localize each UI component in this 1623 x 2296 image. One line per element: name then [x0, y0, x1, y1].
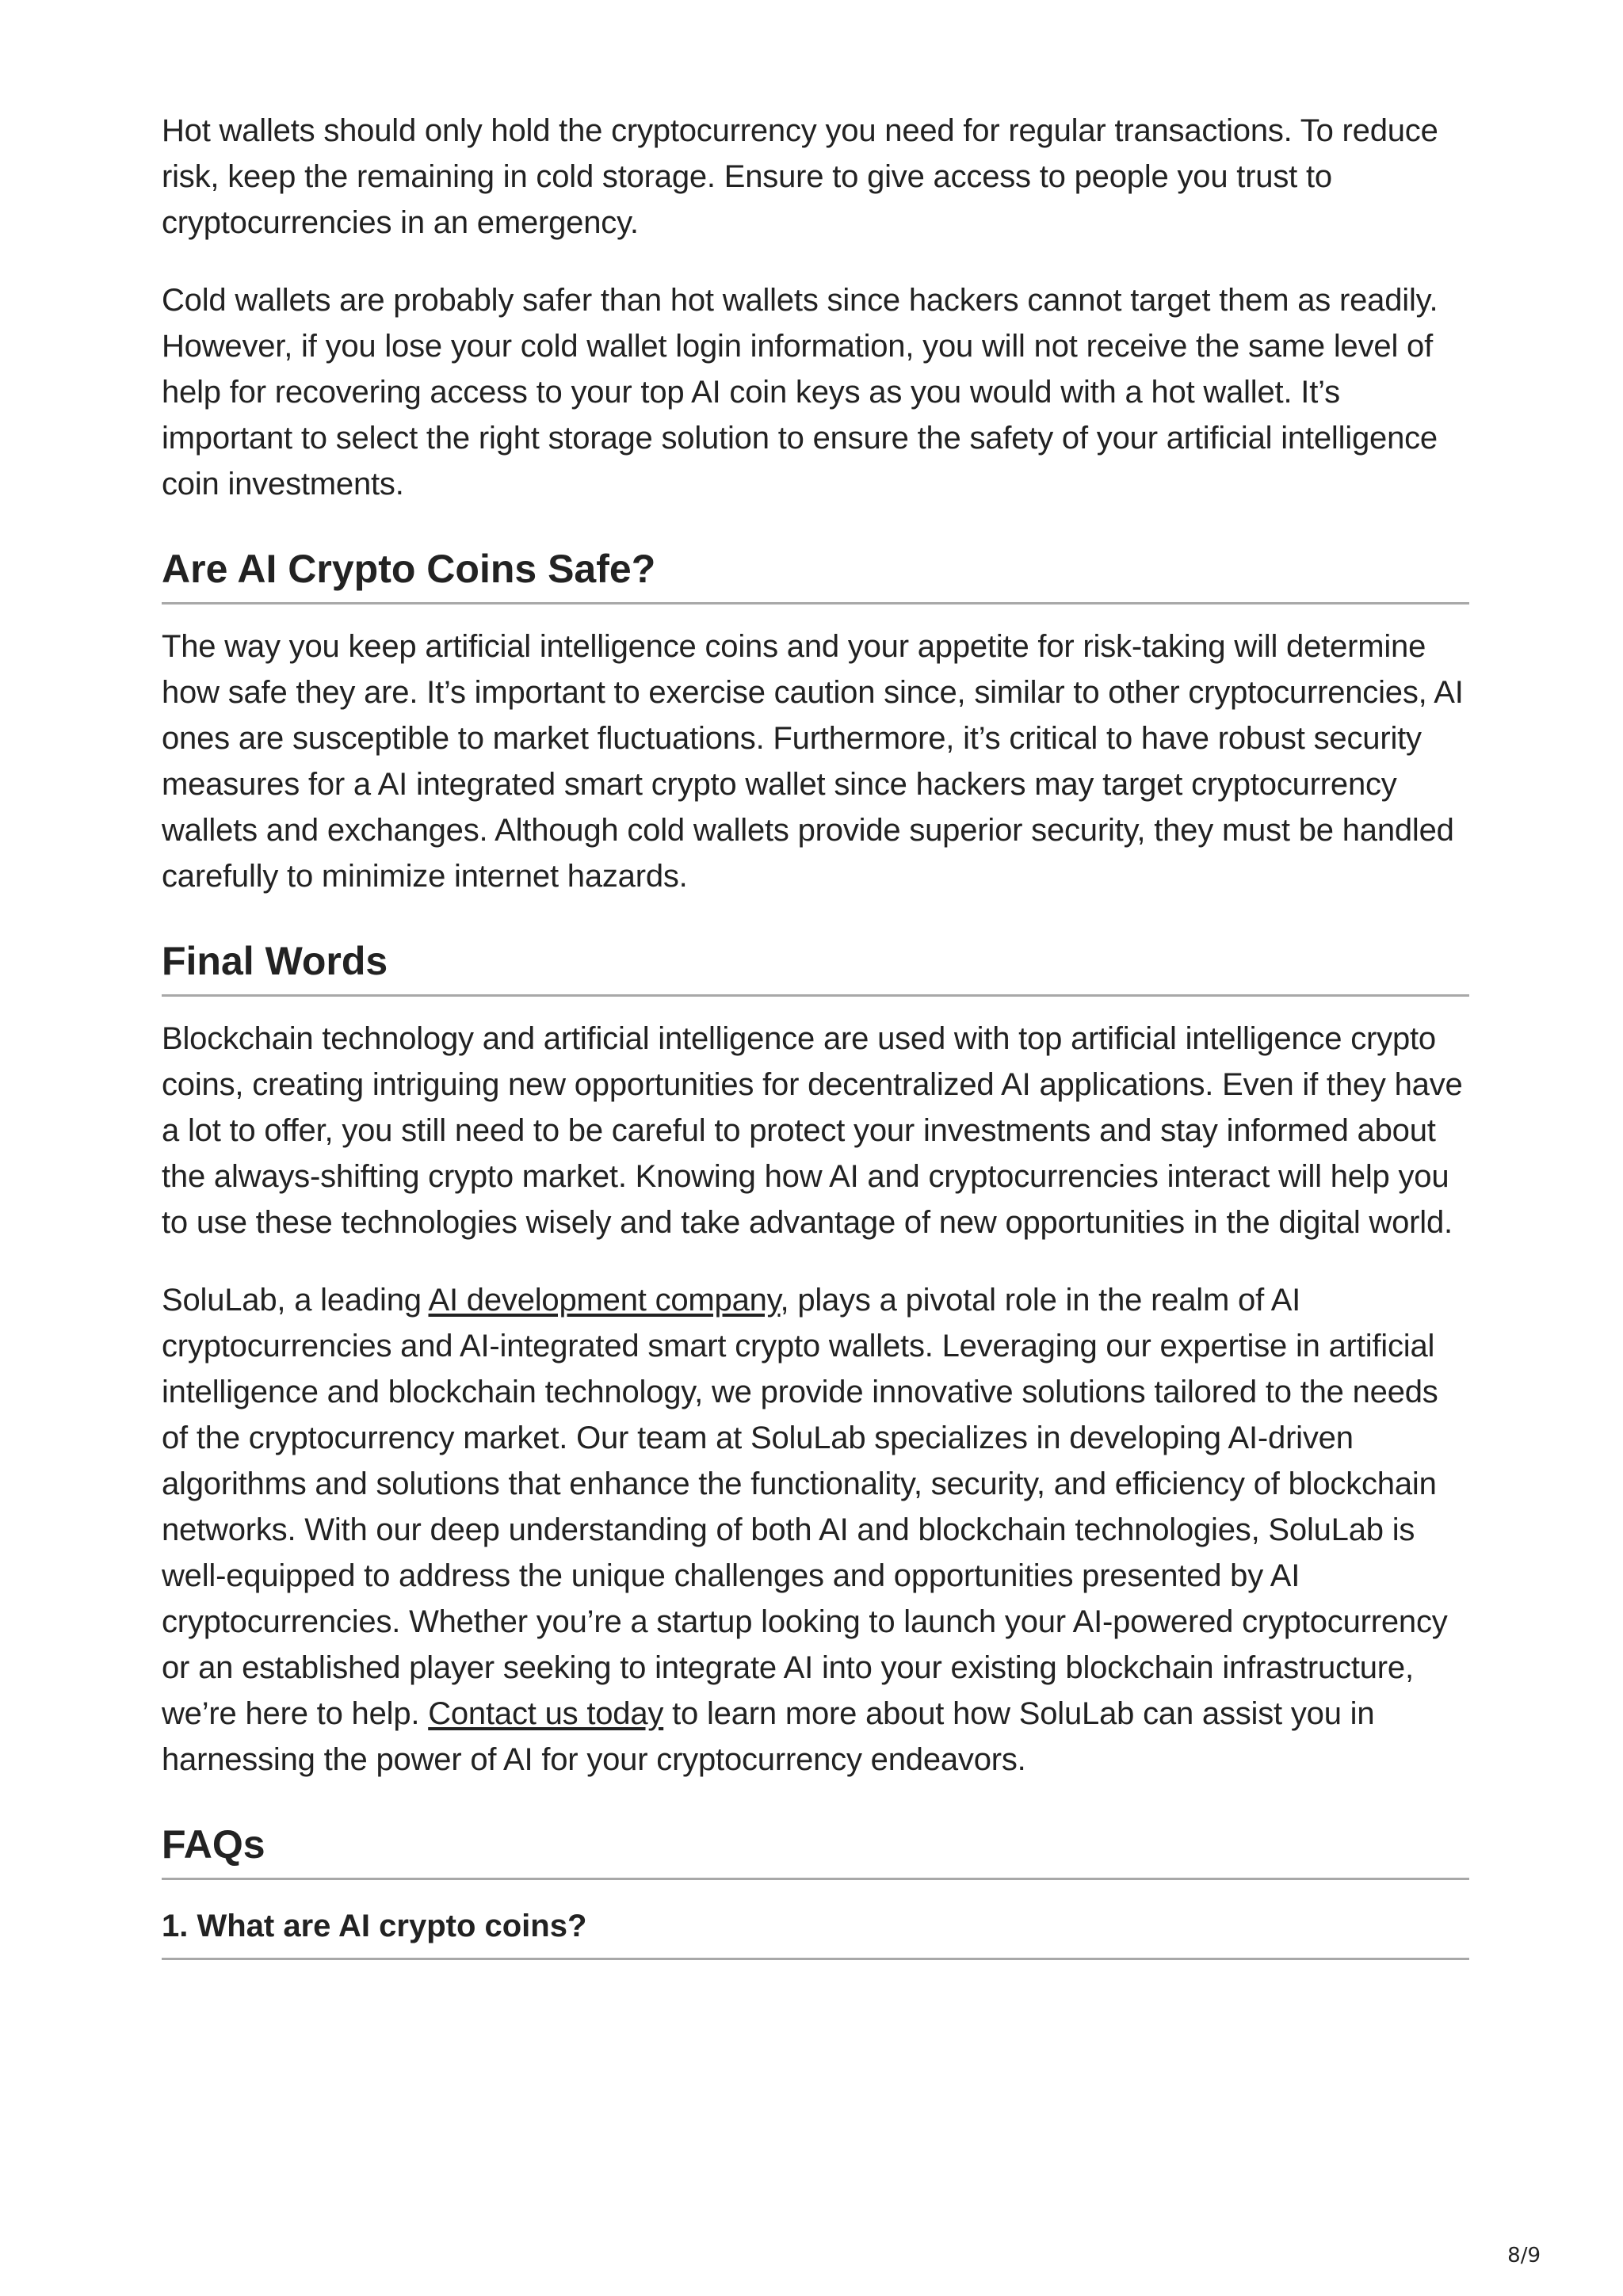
page-number: 8/9: [1507, 2244, 1541, 2267]
article-content: [162, 108, 1469, 1960]
safety-paragraph: The way you keep artificial intelligence coins and your appetite for risk-taking will determine how safe they are. It’s important to exercise caution since, similar to other cryptocurrencies, AI ones are susceptible to market fluctuations. Furthermore, it’s critical to have robust security measures for a AI integrated smart crypto wallet since hackers may target cryptocurrency wallets and exchanges. Although cold wallets provide superior security, they must be handled carefully to minimize internet hazards.: [162, 629, 1464, 894]
solulab-text-body: , plays a pivotal role in the realm of AI cryptocurrencies and AI-integrated smart crypto wallets. Leveraging our expertise in artificial intelligence and blockchain technology, we provide innovative solutions tailored to the needs of the cryptocurrency market. Our team at SoluLab specializes in developing AI-driven algorithms and solutions that enhance the functionality, security, and efficiency of blockchain networks. With our deep understanding of both AI and blockchain technologies, SoluLab is well-equipped to address the unique challenges and opportunities presented by AI cryptocurrencies. Whether you’re a startup looking to launch your AI-powered cryptocurrency or an established player seeking to integrate AI into your existing blockchain infrastructure, we’re here to help.: [162, 1283, 1448, 1731]
cold-wallets-paragraph: Cold wallets are probably safer than hot wallets since hackers cannot target them as readily. However, if you lose your cold wallet login information, you will not receive the same level of help for recovering access to your top AI coin keys as you would with a hot wallet. It’s important to select the right storage solution to ensure the safety of your artificial intelligence coin investments.: [162, 283, 1438, 502]
heading-ai-crypto-coins-safe: Are AI Crypto Coins Safe?: [162, 543, 1469, 605]
final-words-paragraph: Blockchain technology and artificial intelligence are used with top artificial intelligence crypto coins, creating intriguing new opportunities for decentralized AI applications. Even if they have a lot to offer, you still need to be careful to protect your investments and stay informed about the always-shifting crypto market. Knowing how AI and cryptocurrencies interact will help you to use these technologies wisely and take advantage of new opportunities in the digital world.: [162, 1021, 1463, 1240]
contact-us-today-link[interactable]: Contact us today: [428, 1696, 664, 1731]
hot-wallets-paragraph: Hot wallets should only hold the cryptocurrency you need for regular transactions. To reduce risk, keep the remaining in cold storage. Ensure to give access to people you trust to cryptocurrencies in an emergency.: [162, 113, 1438, 240]
heading-faqs: FAQs: [162, 1819, 1469, 1880]
heading-final-words: Final Words: [162, 936, 1469, 997]
ai-development-company-link[interactable]: AI development company: [428, 1283, 781, 1318]
solulab-text-outro: to learn more about how SoluLab can assist you in harnessing the power of AI for your cryptocurrency endeavors.: [162, 1696, 1375, 1777]
faq-question-1: 1. What are AI crypto coins?: [162, 1904, 1469, 1960]
solulab-paragraph: [162, 1277, 1469, 1783]
solulab-text-intro: SoluLab, a leading: [162, 1283, 429, 1318]
